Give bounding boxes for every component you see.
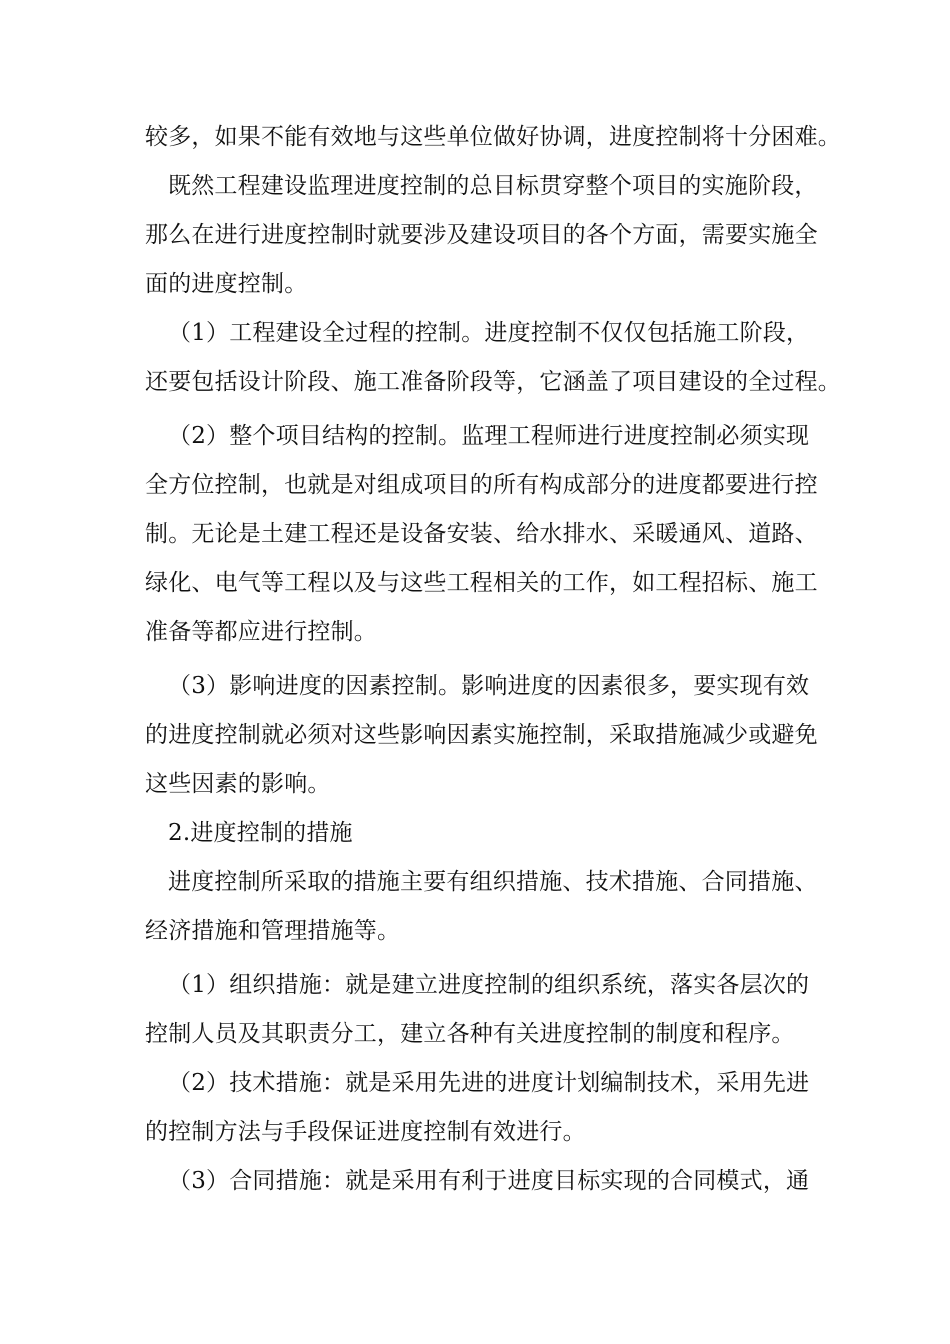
text-line: 控制人员及其职责分工，建立各种有关进度控制的制度和程序。 bbox=[145, 1021, 795, 1047]
text-line: 制。无论是土建工程还是设备安装、给水排水、采暖通风、道路、 bbox=[145, 521, 818, 547]
text-line: 那么在进行进度控制时就要涉及建设项目的各个方面，需要实施全 bbox=[145, 222, 818, 248]
text-line: 全方位控制，也就是对组成项目的所有构成部分的进度都要进行控 bbox=[145, 472, 818, 498]
text-line: 绿化、电气等工程以及与这些工程相关的工作，如工程招标、施工 bbox=[145, 570, 818, 596]
paragraph-first-line: （3）合同措施：就是采用有利于进度目标实现的合同模式，通 bbox=[168, 1168, 810, 1194]
text-line: 的控制方法与手段保证进度控制有效进行。 bbox=[145, 1119, 586, 1145]
text-line: 准备等都应进行控制。 bbox=[145, 619, 377, 645]
section-heading: 2.进度控制的措施 bbox=[168, 820, 353, 846]
text-line: 还要包括设计阶段、施工准备阶段等，它涵盖了项目建设的全过程。 bbox=[145, 369, 841, 395]
text-line: 较多，如果不能有效地与这些单位做好协调，进度控制将十分困难。 bbox=[145, 124, 841, 150]
text-line: 这些因素的影响。 bbox=[145, 771, 331, 797]
paragraph-first-line: （2）技术措施：就是采用先进的进度计划编制技术，采用先进 bbox=[168, 1070, 810, 1096]
text-line: 面的进度控制。 bbox=[145, 271, 308, 297]
paragraph-first-line: （2）整个项目结构的控制。监理工程师进行进度控制必须实现 bbox=[168, 423, 810, 449]
paragraph-first-line: （1）组织措施：就是建立进度控制的组织系统，落实各层次的 bbox=[168, 972, 810, 998]
paragraph-first-line: 既然工程建设监理进度控制的总目标贯穿整个项目的实施阶段， bbox=[168, 173, 818, 199]
text-line: 经济措施和管理措施等。 bbox=[145, 918, 401, 944]
paragraph-first-line: （1）工程建设全过程的控制。进度控制不仅仅包括施工阶段， bbox=[168, 320, 810, 346]
text-line: 的进度控制就必须对这些影响因素实施控制，采取措施减少或避免 bbox=[145, 722, 818, 748]
paragraph-first-line: 进度控制所采取的措施主要有组织措施、技术措施、合同措施、 bbox=[168, 869, 818, 895]
paragraph-first-line: （3）影响进度的因素控制。影响进度的因素很多，要实现有效 bbox=[168, 673, 810, 699]
